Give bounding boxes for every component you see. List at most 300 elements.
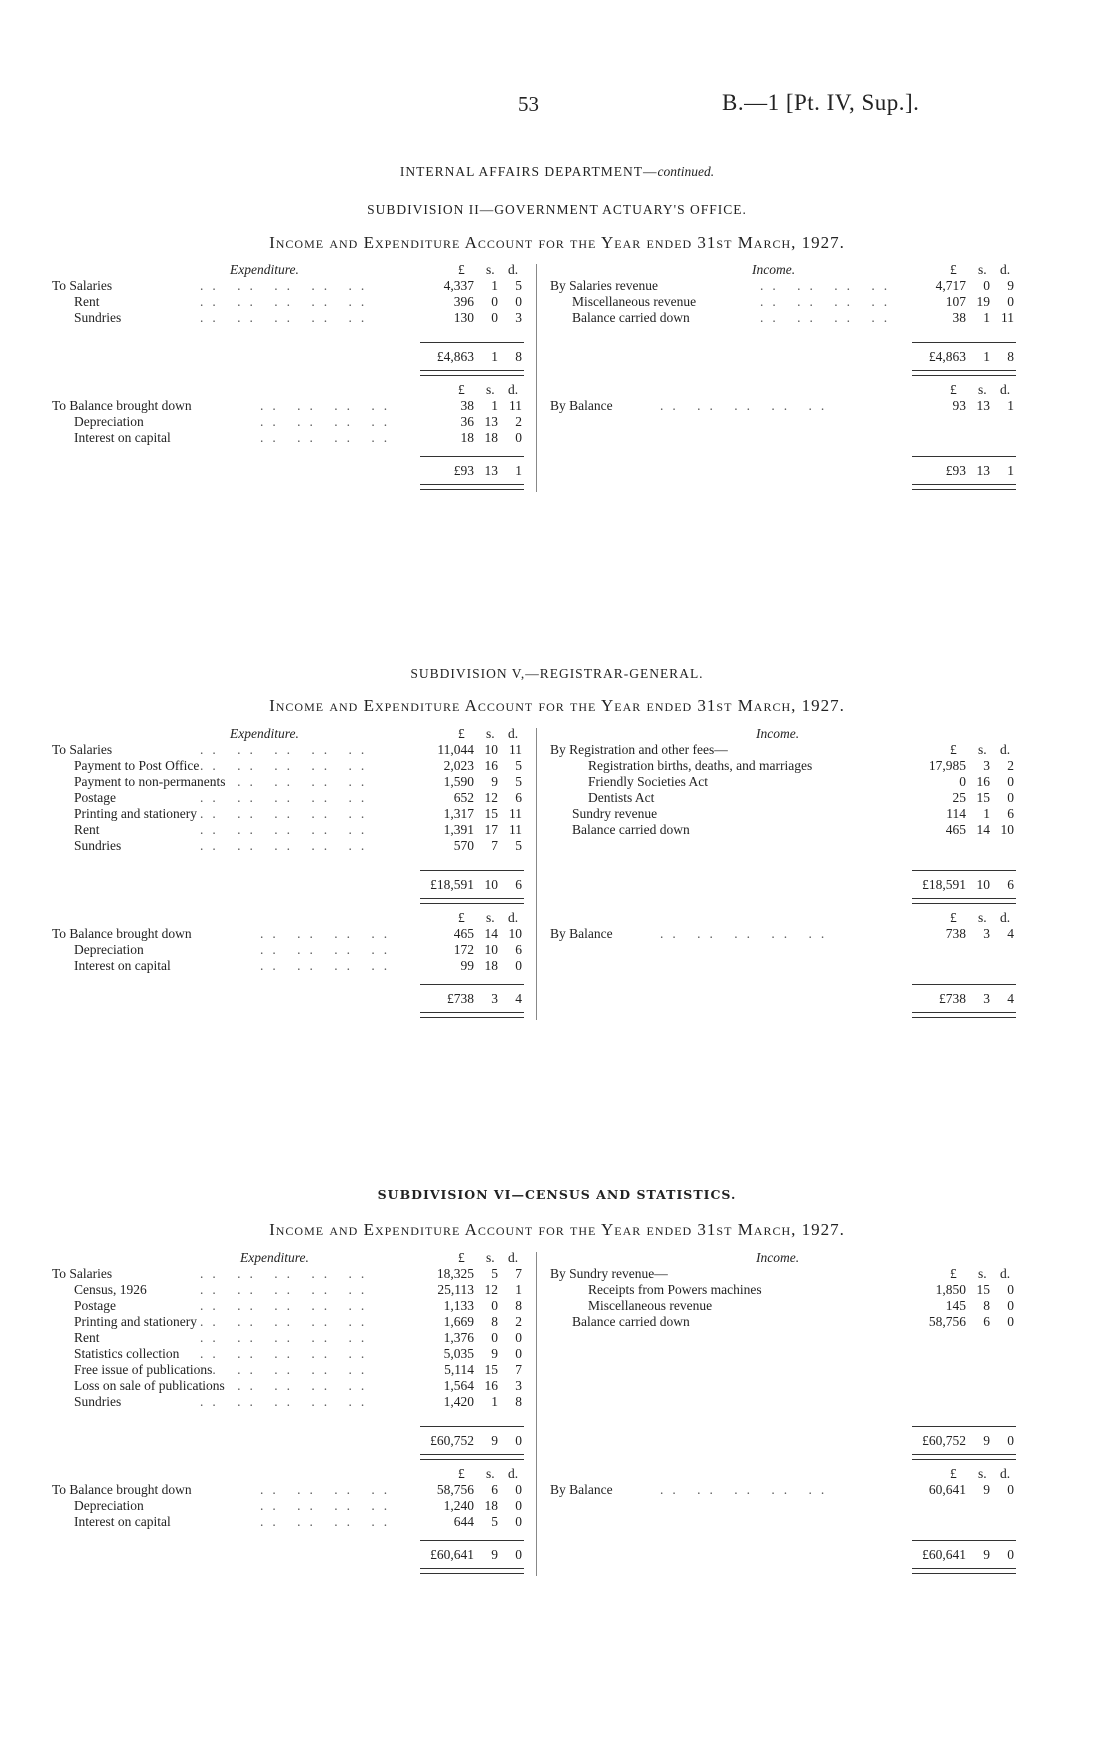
leader-dots: .. .. .. .. xyxy=(260,398,397,413)
balance-income-total-shillings: 13 xyxy=(976,463,990,478)
document-reference: B.—1 [Pt. IV, Sup.]. xyxy=(722,90,920,115)
balance-expenditure-total-pounds: £738 xyxy=(447,991,474,1006)
income-amount-shillings: 15 xyxy=(976,790,990,805)
income-total-pounds: £60,752 xyxy=(922,1433,966,1448)
expenditure-item: Postage xyxy=(74,1298,116,1313)
balance-expenditure-total-pounds: £60,641 xyxy=(430,1547,474,1562)
expenditure-item: Loss on sale of publications xyxy=(74,1378,225,1393)
balance-expenditure-item: To Balance brought down xyxy=(52,926,192,941)
balance-expenditure-total-pence: 0 xyxy=(515,1547,522,1562)
expenditure-amount-shillings: 9 xyxy=(491,774,498,789)
expenditure-pence-head: d. xyxy=(508,1250,519,1265)
balance-expenditure-amount-shillings: 18 xyxy=(484,430,498,445)
income-amount-pounds: 465 xyxy=(945,822,966,837)
income-total-rule xyxy=(912,1426,1016,1427)
leader-dots: .. .. .. .. .. xyxy=(200,742,374,757)
balance-income-item: By Balance xyxy=(550,926,613,941)
balance-income-amount-shillings: 3 xyxy=(983,926,990,941)
balance-income-total-rule xyxy=(912,456,1016,457)
balance-expenditure-total-pence: 4 xyxy=(515,991,522,1006)
income-pound-head: £ xyxy=(950,262,957,277)
expenditure-amount-pounds: 4,337 xyxy=(443,278,474,293)
balance-income-amount-pounds: 93 xyxy=(952,398,966,413)
income-item: Registration births, deaths, and marriages xyxy=(588,758,813,773)
balance-expenditure-pound-head: £ xyxy=(458,1466,465,1481)
balance-expenditure-pound-head: £ xyxy=(458,382,465,397)
balance-expenditure-amount-pence: 0 xyxy=(515,1482,522,1497)
expenditure-amount-pence: 1 xyxy=(515,1282,522,1297)
balance-income-amount-shillings: 9 xyxy=(983,1482,990,1497)
expenditure-item: Payment to non-permanents xyxy=(74,774,226,789)
expenditure-amount-pence: 8 xyxy=(515,1298,522,1313)
income-total-pence: 6 xyxy=(1007,877,1014,892)
account-heading: Income and Expenditure Account for the Year ended 31st March, 1927. xyxy=(269,1220,845,1239)
balance-expenditure-total-rule xyxy=(420,984,524,985)
balance-income-pound-head: £ xyxy=(950,1466,957,1481)
leader-dots: .. .. .. .. xyxy=(760,278,897,293)
expenditure-amount-pence: 5 xyxy=(515,758,522,773)
balance-income-amount-shillings: 13 xyxy=(976,398,990,413)
income-shilling-head: s. xyxy=(978,262,987,277)
income-caption: Income. xyxy=(756,1250,800,1265)
expenditure-amount-pounds: 1,133 xyxy=(443,1298,474,1313)
balance-income-amount-pounds: 60,641 xyxy=(928,1482,966,1497)
expenditure-amount-shillings: 5 xyxy=(491,1266,498,1281)
expenditure-amount-shillings: 17 xyxy=(484,822,498,837)
expenditure-total-pounds: £18,591 xyxy=(430,877,474,892)
expenditure-total-pounds: £60,752 xyxy=(430,1433,474,1448)
income-amount-shillings: 19 xyxy=(976,294,990,309)
income-total-shillings: 1 xyxy=(983,349,990,364)
income-shilling-head: s. xyxy=(978,742,987,757)
leader-dots: .. .. .. .. .. xyxy=(200,806,374,821)
balance-expenditure-shilling-head: s. xyxy=(486,1466,495,1481)
expenditure-total-pounds: £4,863 xyxy=(436,349,474,364)
balance-income-pence-head: d. xyxy=(1000,1466,1011,1481)
leader-dots: .. .. .. .. .. xyxy=(200,310,374,325)
expenditure-amount-pounds: 5,114 xyxy=(444,1362,474,1377)
balance-expenditure-amount-shillings: 14 xyxy=(484,926,498,941)
expenditure-amount-pounds: 1,564 xyxy=(443,1378,474,1393)
leader-dots: .. .. .. .. xyxy=(260,926,397,941)
expenditure-amount-pence: 0 xyxy=(515,1330,522,1345)
leader-dots: .. .. .. .. xyxy=(260,1498,397,1513)
balance-expenditure-item: To Balance brought down xyxy=(52,1482,192,1497)
department-title: INTERNAL AFFAIRS DEPARTMENT—continued. xyxy=(399,164,715,179)
balance-income-total-pence: 4 xyxy=(1007,991,1014,1006)
balance-expenditure-amount-shillings: 1 xyxy=(491,398,498,413)
income-amount-pence: 0 xyxy=(1007,1314,1014,1329)
column-divider xyxy=(536,728,537,1020)
balance-income-total-double-rule xyxy=(912,484,1016,490)
balance-expenditure-amount-pence: 0 xyxy=(515,1514,522,1529)
leader-dots: .. .. .. .. xyxy=(260,1482,397,1497)
balance-expenditure-amount-pence: 2 xyxy=(515,414,522,429)
income-amount-pence: 0 xyxy=(1007,790,1014,805)
expenditure-amount-shillings: 0 xyxy=(491,1330,498,1345)
leader-dots: .. .. .. .. .. xyxy=(200,278,374,293)
expenditure-item: Rent xyxy=(74,1330,100,1345)
leader-dots: .. .. .. .. .. xyxy=(200,774,374,789)
balance-expenditure-total-pounds: £93 xyxy=(453,463,474,478)
expenditure-total-pence: 8 xyxy=(515,349,522,364)
income-amount-shillings: 6 xyxy=(983,1314,990,1329)
expenditure-item: Free issue of publications xyxy=(74,1362,213,1377)
leader-dots: .. .. .. .. .. xyxy=(200,1266,374,1281)
balance-expenditure-amount-pounds: 172 xyxy=(453,942,474,957)
balance-expenditure-amount-shillings: 6 xyxy=(491,1482,498,1497)
income-shilling-head: s. xyxy=(978,1266,987,1281)
balance-expenditure-amount-shillings: 18 xyxy=(484,1498,498,1513)
expenditure-amount-pounds: 1,391 xyxy=(443,822,474,837)
balance-expenditure-total-shillings: 3 xyxy=(491,991,498,1006)
balance-expenditure-amount-pence: 10 xyxy=(508,926,522,941)
income-amount-pence: 0 xyxy=(1007,774,1014,789)
balance-income-item: By Balance xyxy=(550,1482,613,1497)
balance-income-pound-head: £ xyxy=(950,382,957,397)
account-heading: Income and Expenditure Account for the Year ended 31st March, 1927. xyxy=(269,696,845,715)
balance-expenditure-item: Interest on capital xyxy=(74,958,171,973)
balance-expenditure-item: Depreciation xyxy=(74,414,144,429)
income-item: Balance carried down xyxy=(572,310,690,325)
expenditure-amount-pounds: 652 xyxy=(453,790,474,805)
expenditure-amount-shillings: 16 xyxy=(484,1378,498,1393)
expenditure-total-double-rule xyxy=(420,370,524,376)
leader-dots: .. .. .. .. .. xyxy=(660,926,834,941)
income-item: By Salaries revenue xyxy=(550,278,658,293)
leader-dots: .. .. .. .. xyxy=(260,430,397,445)
income-amount-shillings: 15 xyxy=(976,1282,990,1297)
expenditure-amount-pounds: 396 xyxy=(453,294,474,309)
expenditure-total-shillings: 9 xyxy=(491,1433,498,1448)
income-amount-pence: 2 xyxy=(1007,758,1014,773)
balance-expenditure-amount-pounds: 99 xyxy=(460,958,474,973)
column-divider xyxy=(536,1252,537,1576)
income-amount-pounds: 107 xyxy=(945,294,966,309)
expenditure-shilling-head: s. xyxy=(486,1250,495,1265)
income-amount-pounds: 114 xyxy=(946,806,966,821)
income-caption: Income. xyxy=(756,726,800,741)
expenditure-caption: Expenditure. xyxy=(230,262,299,277)
expenditure-total-rule xyxy=(420,342,524,343)
balance-income-amount-pence: 1 xyxy=(1007,398,1014,413)
income-pence-head: d. xyxy=(1000,262,1011,277)
balance-expenditure-amount-pence: 0 xyxy=(515,958,522,973)
balance-expenditure-total-shillings: 13 xyxy=(484,463,498,478)
expenditure-item: Census, 1926 xyxy=(74,1282,147,1297)
leader-dots: .. .. .. .. .. xyxy=(200,294,374,309)
income-item: Miscellaneous revenue xyxy=(572,294,697,309)
balance-income-pound-head: £ xyxy=(950,910,957,925)
balance-expenditure-pence-head: d. xyxy=(508,910,519,925)
expenditure-item: Statistics collection xyxy=(74,1346,180,1361)
expenditure-amount-shillings: 0 xyxy=(491,1298,498,1313)
balance-income-item: By Balance xyxy=(550,398,613,413)
section-title: SUBDIVISION VI—CENSUS AND STATISTICS. xyxy=(377,1187,737,1202)
income-total-rule xyxy=(912,870,1016,871)
expenditure-amount-pounds: 1,590 xyxy=(443,774,474,789)
expenditure-amount-shillings: 9 xyxy=(491,1346,498,1361)
expenditure-amount-pence: 5 xyxy=(515,278,522,293)
expenditure-total-double-rule xyxy=(420,898,524,904)
income-item: Receipts from Powers machines xyxy=(588,1282,762,1297)
balance-expenditure-amount-pounds: 465 xyxy=(453,926,474,941)
income-amount-pounds: 4,717 xyxy=(935,278,966,293)
expenditure-amount-shillings: 1 xyxy=(491,1394,498,1409)
balance-income-shilling-head: s. xyxy=(978,1466,987,1481)
expenditure-amount-pence: 11 xyxy=(509,742,522,757)
expenditure-amount-pence: 3 xyxy=(515,310,522,325)
expenditure-amount-pence: 5 xyxy=(515,838,522,853)
expenditure-amount-pence: 7 xyxy=(515,1266,522,1281)
income-total-double-rule xyxy=(912,370,1016,376)
expenditure-total-pence: 0 xyxy=(515,1433,522,1448)
income-amount-shillings: 14 xyxy=(976,822,990,837)
income-amount-pounds: 25 xyxy=(952,790,966,805)
expenditure-amount-pounds: 1,376 xyxy=(443,1330,474,1345)
page-number: 53 xyxy=(518,92,539,116)
leader-dots: .. .. .. .. xyxy=(760,294,897,309)
expenditure-amount-pounds: 1,420 xyxy=(443,1394,474,1409)
expenditure-amount-pounds: 25,113 xyxy=(437,1282,474,1297)
balance-expenditure-total-double-rule xyxy=(420,484,524,490)
expenditure-amount-shillings: 15 xyxy=(484,806,498,821)
income-amount-shillings: 1 xyxy=(983,806,990,821)
income-amount-pence: 0 xyxy=(1007,294,1014,309)
expenditure-item: Sundries xyxy=(74,838,122,853)
expenditure-item: Printing and stationery xyxy=(74,1314,197,1329)
income-total-pounds: £4,863 xyxy=(928,349,966,364)
balance-income-total-shillings: 9 xyxy=(983,1547,990,1562)
balance-expenditure-amount-pounds: 38 xyxy=(460,398,474,413)
expenditure-item: To Salaries xyxy=(52,742,113,757)
expenditure-amount-shillings: 12 xyxy=(484,1282,498,1297)
leader-dots: .. .. .. .. xyxy=(260,414,397,429)
income-caption: Income. xyxy=(752,262,796,277)
income-amount-pounds: 58,756 xyxy=(928,1314,966,1329)
expenditure-amount-shillings: 0 xyxy=(491,310,498,325)
income-pence-head: d. xyxy=(1000,742,1011,757)
expenditure-amount-pounds: 5,035 xyxy=(443,1346,474,1361)
income-total-shillings: 9 xyxy=(983,1433,990,1448)
expenditure-item: Sundries xyxy=(74,1394,122,1409)
expenditure-amount-pence: 2 xyxy=(515,1314,522,1329)
section-title: SUBDIVISION II—GOVERNMENT ACTUARY'S OFFICE. xyxy=(367,202,747,217)
expenditure-item: Rent xyxy=(74,822,100,837)
income-heading: By Sundry revenue— xyxy=(550,1266,668,1281)
balance-expenditure-pence-head: d. xyxy=(508,382,519,397)
balance-expenditure-item: Depreciation xyxy=(74,942,144,957)
balance-income-pence-head: d. xyxy=(1000,910,1011,925)
leader-dots: .. .. .. .. .. xyxy=(200,822,374,837)
leader-dots: .. .. .. .. .. xyxy=(200,790,374,805)
expenditure-amount-shillings: 10 xyxy=(484,742,498,757)
income-amount-pounds: 0 xyxy=(959,774,966,789)
balance-expenditure-amount-pounds: 36 xyxy=(460,414,474,429)
account-heading: Income and Expenditure Account for the Year ended 31st March, 1927. xyxy=(269,233,845,252)
balance-income-total-pounds: £738 xyxy=(939,991,966,1006)
balance-expenditure-amount-pence: 11 xyxy=(509,398,522,413)
expenditure-pound-head: £ xyxy=(458,262,465,277)
income-amount-pence: 0 xyxy=(1007,1282,1014,1297)
leader-dots: .. .. .. .. .. xyxy=(200,1298,374,1313)
income-amount-pence: 10 xyxy=(1000,822,1014,837)
balance-expenditure-amount-shillings: 10 xyxy=(484,942,498,957)
expenditure-total-double-rule xyxy=(420,1454,524,1460)
expenditure-caption: Expenditure. xyxy=(230,726,299,741)
expenditure-amount-pence: 5 xyxy=(515,774,522,789)
leader-dots: .. .. .. .. .. xyxy=(660,398,834,413)
expenditure-amount-pence: 7 xyxy=(515,1362,522,1377)
income-total-pence: 0 xyxy=(1007,1433,1014,1448)
income-amount-pounds: 145 xyxy=(945,1298,966,1313)
expenditure-pound-head: £ xyxy=(458,1250,465,1265)
balance-expenditure-item: Interest on capital xyxy=(74,430,171,445)
balance-expenditure-total-pence: 1 xyxy=(515,463,522,478)
income-total-pence: 8 xyxy=(1007,349,1014,364)
balance-income-total-rule xyxy=(912,984,1016,985)
balance-expenditure-amount-shillings: 5 xyxy=(491,1514,498,1529)
balance-income-amount-pence: 0 xyxy=(1007,1482,1014,1497)
expenditure-total-rule xyxy=(420,1426,524,1427)
expenditure-item: To Salaries xyxy=(52,278,113,293)
income-amount-pence: 9 xyxy=(1007,278,1014,293)
income-total-pounds: £18,591 xyxy=(922,877,966,892)
balance-expenditure-amount-pounds: 1,240 xyxy=(443,1498,474,1513)
balance-expenditure-item: To Balance brought down xyxy=(52,398,192,413)
leader-dots: .. .. .. .. xyxy=(760,310,897,325)
expenditure-amount-pence: 0 xyxy=(515,1346,522,1361)
expenditure-amount-shillings: 7 xyxy=(491,838,498,853)
balance-expenditure-pound-head: £ xyxy=(458,910,465,925)
balance-income-total-shillings: 3 xyxy=(983,991,990,1006)
balance-expenditure-amount-shillings: 13 xyxy=(484,414,498,429)
income-amount-pence: 11 xyxy=(1001,310,1014,325)
balance-income-total-double-rule xyxy=(912,1012,1016,1018)
expenditure-amount-shillings: 8 xyxy=(491,1314,498,1329)
income-amount-pence: 6 xyxy=(1007,806,1014,821)
income-amount-pounds: 17,985 xyxy=(928,758,966,773)
income-amount-shillings: 8 xyxy=(983,1298,990,1313)
expenditure-total-rule xyxy=(420,870,524,871)
leader-dots: .. .. .. .. .. xyxy=(200,1282,374,1297)
balance-expenditure-amount-pence: 0 xyxy=(515,430,522,445)
expenditure-amount-pence: 11 xyxy=(509,822,522,837)
balance-income-total-rule xyxy=(912,1540,1016,1541)
income-amount-shillings: 1 xyxy=(983,310,990,325)
balance-expenditure-shilling-head: s. xyxy=(486,910,495,925)
income-amount-pounds: 38 xyxy=(952,310,966,325)
balance-expenditure-amount-pounds: 18 xyxy=(460,430,474,445)
leader-dots: .. .. .. .. .. xyxy=(200,1314,374,1329)
income-item: Miscellaneous revenue xyxy=(588,1298,713,1313)
expenditure-amount-pounds: 130 xyxy=(453,310,474,325)
income-total-shillings: 10 xyxy=(976,877,990,892)
balance-income-amount-pounds: 738 xyxy=(945,926,966,941)
expenditure-item: To Salaries xyxy=(52,1266,113,1281)
expenditure-item: Printing and stationery xyxy=(74,806,197,821)
leader-dots: .. .. .. .. .. xyxy=(200,838,374,853)
expenditure-item: Rent xyxy=(74,294,100,309)
income-amount-shillings: 3 xyxy=(983,758,990,773)
balance-expenditure-total-double-rule xyxy=(420,1568,524,1574)
balance-expenditure-amount-pence: 0 xyxy=(515,1498,522,1513)
income-heading: By Registration and other fees— xyxy=(550,742,728,757)
expenditure-total-pence: 6 xyxy=(515,877,522,892)
expenditure-amount-pounds: 1,669 xyxy=(443,1314,474,1329)
leader-dots: .. .. .. .. .. xyxy=(200,1378,374,1393)
balance-income-amount-pence: 4 xyxy=(1007,926,1014,941)
balance-income-total-double-rule xyxy=(912,1568,1016,1574)
income-amount-shillings: 16 xyxy=(976,774,990,789)
leader-dots: .. .. .. .. .. xyxy=(200,1330,374,1345)
expenditure-pence-head: d. xyxy=(508,726,519,741)
expenditure-amount-shillings: 1 xyxy=(491,278,498,293)
expenditure-shilling-head: s. xyxy=(486,726,495,741)
balance-expenditure-amount-pence: 6 xyxy=(515,942,522,957)
expenditure-pence-head: d. xyxy=(508,262,519,277)
expenditure-item: Payment to Post Office xyxy=(74,758,200,773)
expenditure-total-shillings: 10 xyxy=(484,877,498,892)
balance-expenditure-amount-shillings: 18 xyxy=(484,958,498,973)
income-pound-head: £ xyxy=(950,742,957,757)
expenditure-amount-shillings: 16 xyxy=(484,758,498,773)
income-amount-shillings: 0 xyxy=(983,278,990,293)
expenditure-amount-shillings: 12 xyxy=(484,790,498,805)
balance-income-pence-head: d. xyxy=(1000,382,1011,397)
balance-income-shilling-head: s. xyxy=(978,382,987,397)
income-item: Dentists Act xyxy=(588,790,655,805)
income-item: Sundry revenue xyxy=(572,806,658,821)
expenditure-amount-pounds: 1,317 xyxy=(443,806,474,821)
balance-expenditure-amount-pounds: 58,756 xyxy=(436,1482,474,1497)
income-pence-head: d. xyxy=(1000,1266,1011,1281)
expenditure-amount-pence: 0 xyxy=(515,294,522,309)
expenditure-amount-pence: 11 xyxy=(509,806,522,821)
expenditure-amount-shillings: 15 xyxy=(484,1362,498,1377)
balance-expenditure-total-shillings: 9 xyxy=(491,1547,498,1562)
balance-income-total-pounds: £60,641 xyxy=(922,1547,966,1562)
balance-expenditure-shilling-head: s. xyxy=(486,382,495,397)
balance-expenditure-total-rule xyxy=(420,456,524,457)
balance-expenditure-amount-pounds: 644 xyxy=(453,1514,474,1529)
income-total-double-rule xyxy=(912,1454,1016,1460)
income-amount-pence: 0 xyxy=(1007,1298,1014,1313)
expenditure-amount-pounds: 2,023 xyxy=(443,758,474,773)
expenditure-amount-pence: 8 xyxy=(515,1394,522,1409)
leader-dots: .. .. .. .. .. xyxy=(200,1346,374,1361)
leader-dots: .. .. .. .. .. xyxy=(200,1362,374,1377)
leader-dots: .. .. .. .. .. xyxy=(200,758,374,773)
expenditure-amount-pence: 6 xyxy=(515,790,522,805)
expenditure-amount-pounds: 570 xyxy=(453,838,474,853)
income-item: Friendly Societies Act xyxy=(588,774,708,789)
balance-income-total-pounds: £93 xyxy=(945,463,966,478)
expenditure-amount-shillings: 0 xyxy=(491,294,498,309)
expenditure-amount-pence: 3 xyxy=(515,1378,522,1393)
income-pound-head: £ xyxy=(950,1266,957,1281)
expenditure-item: Sundries xyxy=(74,310,122,325)
balance-income-total-pence: 0 xyxy=(1007,1547,1014,1562)
balance-expenditure-pence-head: d. xyxy=(508,1466,519,1481)
leader-dots: .. .. .. .. .. xyxy=(200,1394,374,1409)
expenditure-pound-head: £ xyxy=(458,726,465,741)
leader-dots: .. .. .. .. xyxy=(260,942,397,957)
income-total-rule xyxy=(912,342,1016,343)
income-amount-pounds: 1,850 xyxy=(935,1282,966,1297)
expenditure-caption: Expenditure. xyxy=(240,1250,309,1265)
balance-expenditure-item: Depreciation xyxy=(74,1498,144,1513)
